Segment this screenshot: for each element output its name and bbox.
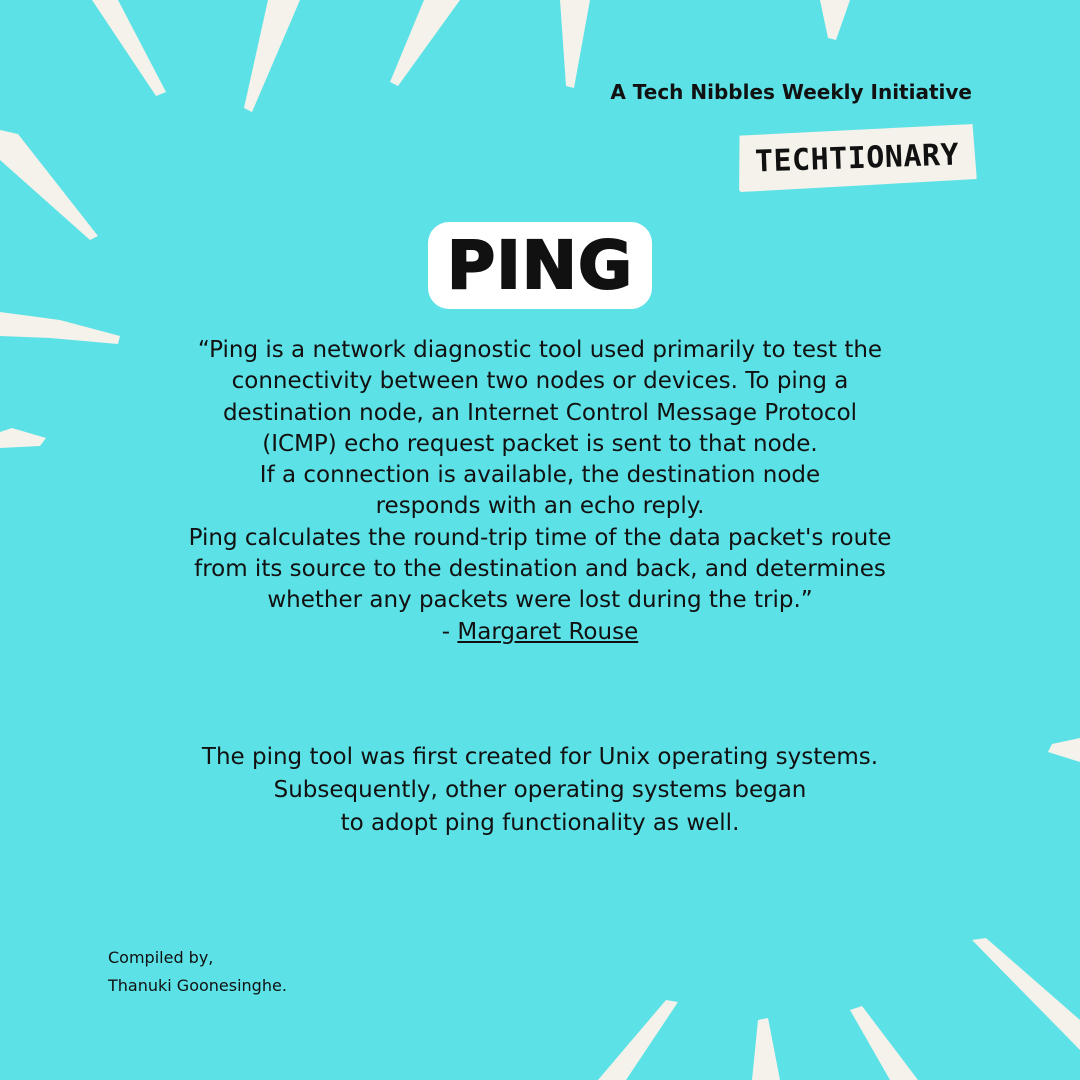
compiler-name: Thanuki Goonesinghe. (108, 976, 287, 995)
brush-stroke (390, 0, 460, 86)
brush-stroke (0, 130, 98, 240)
definition-line: from its source to the destination and back, and determines (194, 556, 886, 583)
brush-stroke (92, 0, 166, 96)
compiled-label: Compiled by, (108, 948, 214, 967)
history-paragraph (60, 741, 1020, 840)
history-line: to adopt ping functionality as well. (340, 810, 740, 836)
definition-line: connectivity between two nodes or devices. To ping a (231, 368, 849, 395)
history-line: Subsequently, other operating systems began (273, 777, 807, 803)
badge-label: TECHTIONARY (754, 136, 960, 180)
initiative-heading: A Tech Nibbles Weekly Initiative (610, 80, 972, 104)
brush-stroke (752, 1018, 780, 1080)
definition-line: (ICMP) echo request packet is sent to that node. (262, 430, 818, 457)
definition-line: destination node, an Internet Control Message Protocol (222, 399, 858, 426)
brush-stroke (0, 428, 46, 448)
author-link[interactable]: Margaret Rouse (457, 618, 639, 645)
history-line: The ping tool was first created for Unix operating systems. (201, 744, 879, 770)
term-title-text: PING (431, 225, 649, 306)
definition-line: whether any packets were lost during the trip.” (267, 587, 813, 614)
definition-line: “Ping is a network diagnostic tool used primarily to test the (197, 337, 883, 363)
brush-stroke (560, 0, 590, 88)
brush-stroke (820, 0, 850, 40)
brush-stroke (972, 938, 1080, 1050)
attribution-prefix: - (441, 618, 458, 645)
definition-quote (60, 335, 1020, 648)
brush-stroke (850, 1006, 918, 1080)
compiled-by (108, 944, 287, 1000)
brush-stroke (1048, 738, 1080, 762)
brush-stroke (598, 1000, 678, 1080)
techtionary-badge (737, 124, 977, 192)
definition-line: Ping calculates the round-trip time of the data packet's route (188, 524, 892, 551)
attribution (60, 617, 1020, 648)
term-title (0, 225, 1080, 306)
definition-line: If a connection is available, the destination node (259, 462, 821, 489)
brush-stroke (244, 0, 300, 112)
definition-line: responds with an echo reply. (375, 493, 705, 520)
